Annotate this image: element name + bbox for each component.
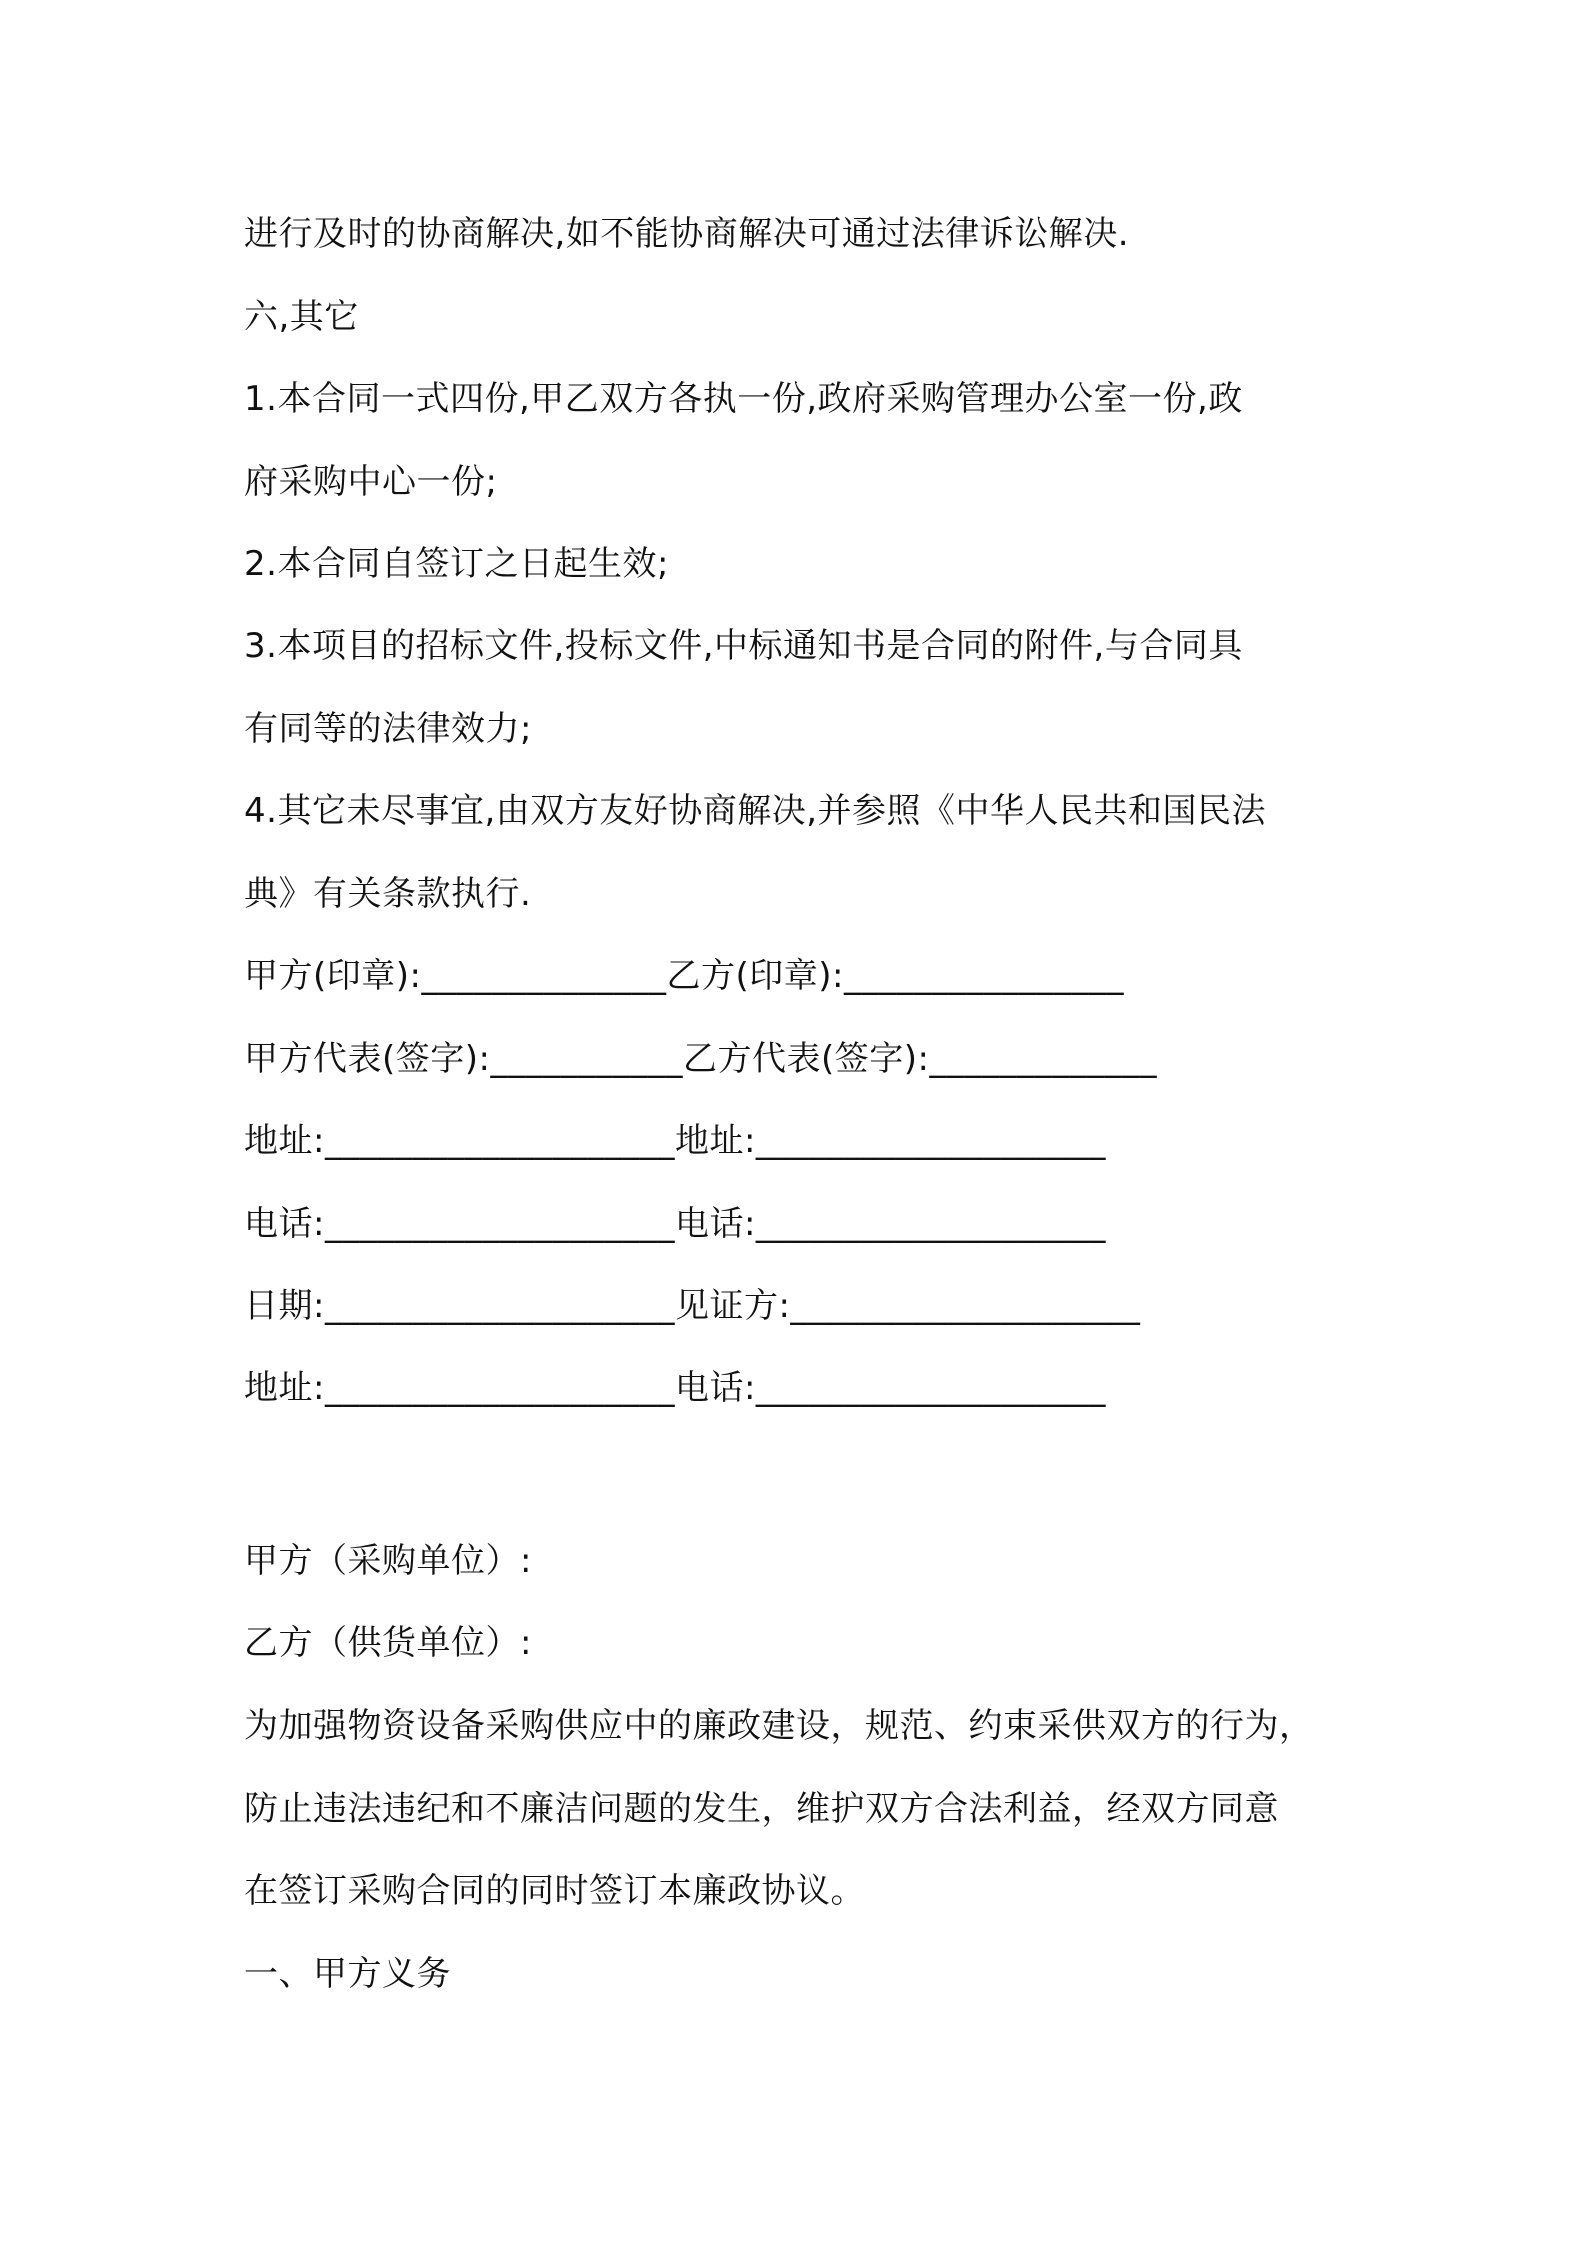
paragraph-line: 进行及时的协商解决,如不能协商解决可通过法律诉讼解决. (244, 214, 1130, 254)
paragraph-line: 有同等的法律效力; (244, 709, 532, 749)
paragraph-line: 府采购中心一份; (244, 462, 498, 502)
party-label: 甲方（采购单位）: (244, 1541, 532, 1581)
paragraph-line: 为加强物资设备采购供应中的廉政建设，规范、约束采供双方的行为， (244, 1706, 1314, 1746)
section-heading: 六,其它 (244, 297, 359, 337)
signature-line: 地址:____________________电话:____________________ (244, 1368, 1106, 1408)
paragraph-line: 典》有关条款执行. (244, 874, 532, 914)
signature-line: 地址:____________________地址:____________________ (244, 1121, 1106, 1161)
paragraph-line: 在签订采购合同的同时签订本廉政协议。 (244, 1871, 865, 1911)
signature-line: 甲方(印章):______________乙方(印章):________________ (244, 956, 1124, 996)
party-label: 乙方（供货单位）: (244, 1623, 532, 1663)
signature-line: 甲方代表(签字):___________乙方代表(签字):_____________ (244, 1039, 1157, 1079)
paragraph-line: 防止违法违纪和不廉洁问题的发生，维护双方合法利益，经双方同意 (244, 1789, 1279, 1829)
signature-line: 日期:____________________见证方:____________________ (244, 1286, 1141, 1326)
signature-line: 电话:____________________电话:____________________ (244, 1204, 1106, 1244)
paragraph-line: 2.本合同自签订之日起生效; (244, 544, 669, 584)
section-heading: 一、甲方义务 (244, 1954, 451, 1994)
paragraph-line: 4.其它未尽事宜,由双方友好协商解决,并参照《中华人民共和国民法 (244, 791, 1267, 831)
paragraph-line: 3.本项目的招标文件,投标文件,中标通知书是合同的附件,与合同具 (244, 626, 1243, 666)
paragraph-line: 1.本合同一式四份,甲乙双方各执一份,政府采购管理办公室一份,政 (244, 379, 1243, 419)
